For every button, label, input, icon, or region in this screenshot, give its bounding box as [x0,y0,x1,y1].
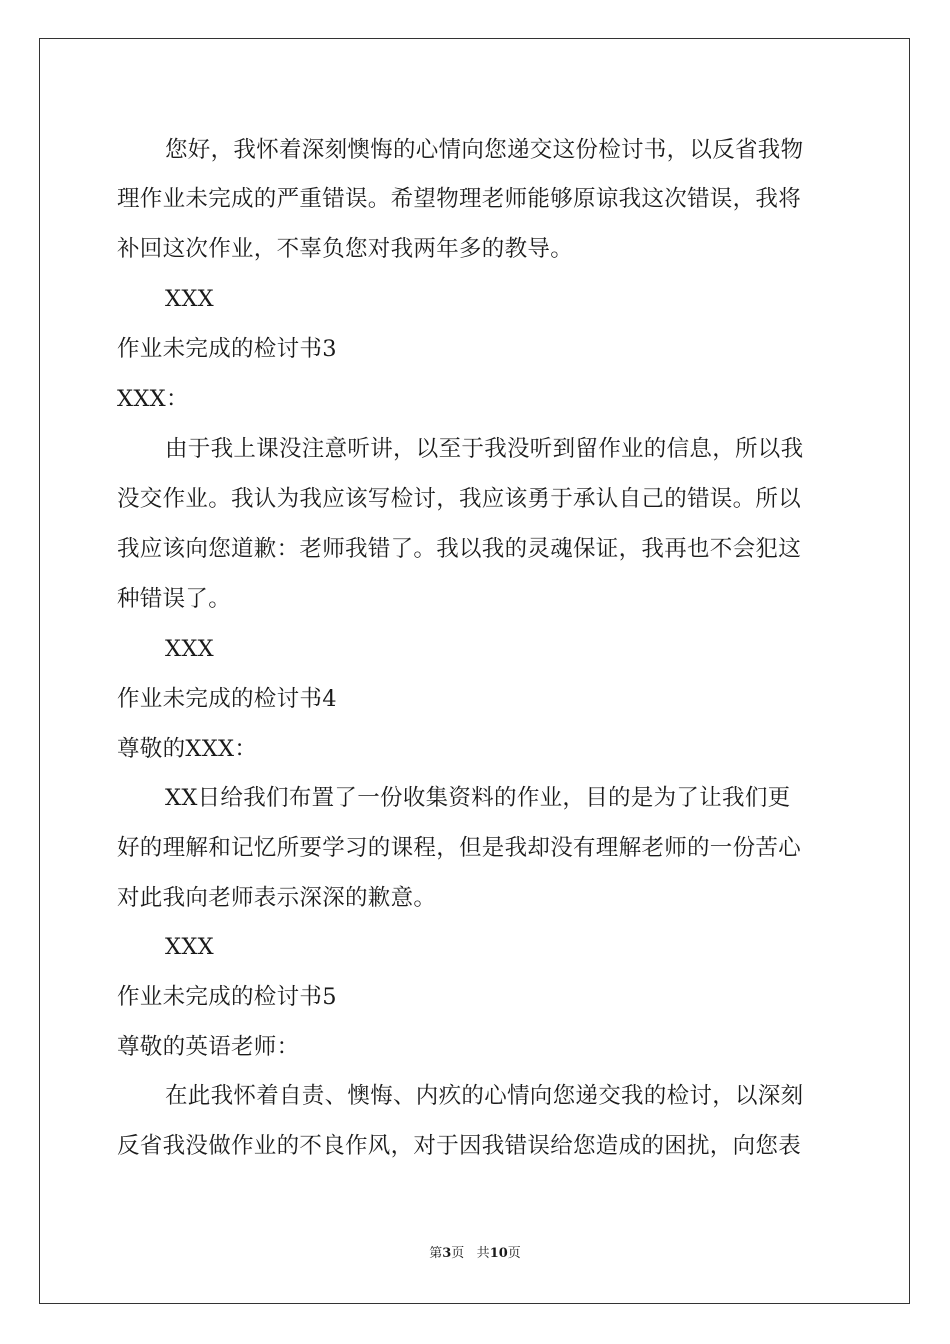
body-line: XX日给我们布置了一份收集资料的作业，目的是为了让我们更 [165,785,791,811]
page-number: 3 [442,1246,452,1261]
signature: XXX [165,286,214,312]
section-title: 作业未完成的检讨书4 [117,686,337,712]
body-line: 由于我上课没注意听讲，以至于我没听到留作业的信息，所以我 [165,436,804,462]
body-line: 您好，我怀着深刻懊悔的心情向您递交这份检讨书，以反省我物 [165,137,804,163]
total-pages: 10 [489,1246,508,1261]
body-line: 补回这次作业，不辜负您对我两年多的教导。 [117,236,574,262]
signature: XXX [165,934,214,960]
section-title: 作业未完成的检讨书5 [117,984,337,1010]
salutation: 尊敬的XXX： [117,736,258,762]
salutation: XXX： [117,386,189,412]
total-suffix: 页 [507,1246,521,1261]
body-line: 种错误了。 [117,586,232,612]
page-suffix: 页 [451,1246,465,1261]
page-border [39,38,910,1304]
section-title: 作业未完成的检讨书3 [117,336,337,362]
page-prefix: 第 [429,1246,443,1261]
body-line: 我应该向您道歉：老师我错了。我以我的灵魂保证，我再也不会犯这 [117,536,802,562]
body-line: 反省我没做作业的不良作风，对于因我错误给您造成的困扰，向您表 [117,1133,802,1159]
body-line: 好的理解和记忆所要学习的课程，但是我却没有理解老师的一份苦心 [117,835,802,861]
body-line: 对此我向老师表示深深的歉意。 [117,885,437,911]
salutation: 尊敬的英语老师： [117,1034,300,1060]
page-footer [0,1245,950,1263]
total-prefix: 共 [476,1246,490,1261]
signature: XXX [165,636,214,662]
body-line: 理作业未完成的严重错误。希望物理老师能够原谅我这次错误，我将 [117,186,802,212]
body-line: 没交作业。我认为我应该写检讨，我应该勇于承认自己的错误。所以 [117,486,802,512]
body-line: 在此我怀着自责、懊悔、内疚的心情向您递交我的检讨，以深刻 [165,1083,804,1109]
